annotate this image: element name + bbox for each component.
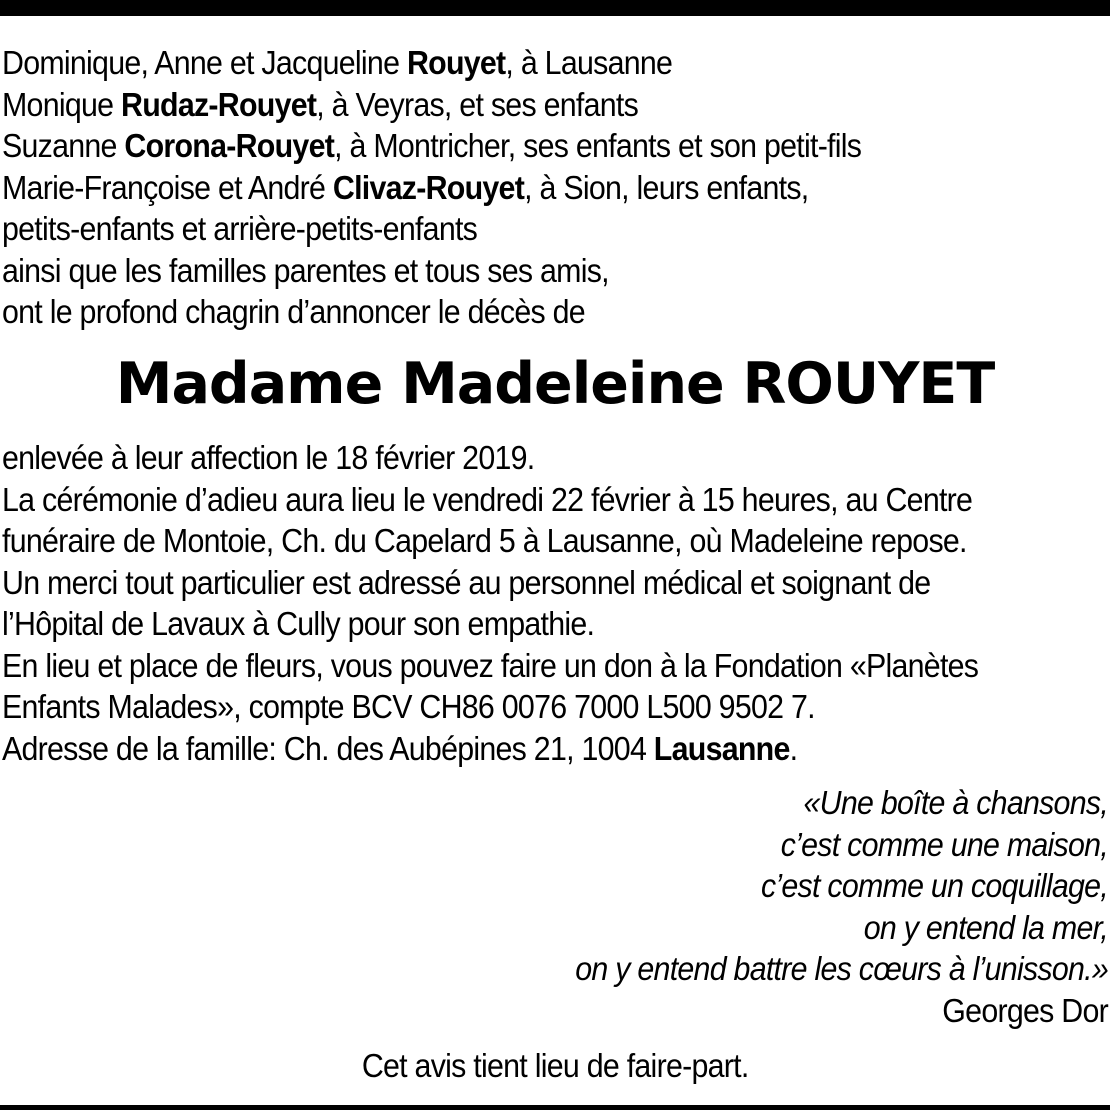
family-name: Rouyet (406, 44, 506, 81)
family-line: Marie-Françoise et André Clivaz-Rouyet, à Sion, leurs enfants, (2, 168, 809, 206)
bottom-rule (0, 1105, 1110, 1110)
body-line: Enfants Malades», compte BCV CH86 0076 7000 L500 9502 7. (2, 688, 815, 725)
announcement-line: ont le profond chagrin d’annoncer le décès de (2, 293, 585, 330)
quote-line: on y entend battre les cœurs à l’unisson.» (575, 950, 1108, 987)
body-line: La cérémonie d’adieu aura lieu le vendredi 22 février à 15 heures, au Centre (2, 480, 973, 518)
body-line: En lieu et place de fleurs, vous pouvez faire un don à la Fondation «Planètes (2, 646, 979, 684)
quote-line: «Une boîte à chansons, (803, 784, 1108, 821)
body-line: enlevée à leur affection le 18 février 2019. (2, 439, 535, 476)
family-line: ainsi que les familles parentes et tous ses amis, (2, 251, 609, 289)
families-paragraph (2, 42, 1020, 333)
body-line: funéraire de Montoie, Ch. du Capelard 5 à Lausanne, où Madeleine repose. (2, 522, 967, 559)
family-address: Adresse de la famille: Ch. des Aubépines 21, 1004 Lausanne. (2, 729, 798, 767)
quote-line: c’est comme une maison, (780, 825, 1108, 863)
family-line: Dominique, Anne et Jacqueline Rouyet, à Lausanne (2, 44, 673, 81)
closing-text: Cet avis tient lieu de faire-part. (361, 1047, 749, 1084)
family-name: Rudaz-Rouyet (121, 85, 317, 123)
quote-line: on y entend la mer, (863, 908, 1108, 946)
family-line: Monique Rudaz-Rouyet, à Veyras, et ses enfants (2, 85, 639, 123)
quote-block (280, 782, 1108, 1031)
body-line: l’Hôpital de Lavaux à Cully pour son empathie. (2, 605, 595, 642)
family-line: Suzanne Corona-Rouyet, à Montricher, ses enfants et son petit-fils (2, 127, 862, 164)
closing-note (0, 1045, 1110, 1087)
family-line: petits-enfants et arrière-petits-enfants (2, 210, 478, 247)
top-rule (0, 0, 1110, 16)
family-name: Corona-Rouyet (124, 127, 335, 164)
deceased-name: Madame Madeleine ROUYET (115, 351, 995, 417)
address-city: Lausanne (653, 729, 790, 767)
family-name: Clivaz-Rouyet (332, 168, 525, 206)
body-paragraph (2, 437, 1020, 769)
quote-line: c’est comme un coquillage, (760, 867, 1108, 904)
quote-author: Georges Dor (942, 991, 1108, 1029)
body-line: Un merci tout particulier est adressé au personnel médical et soignant de (2, 563, 931, 601)
